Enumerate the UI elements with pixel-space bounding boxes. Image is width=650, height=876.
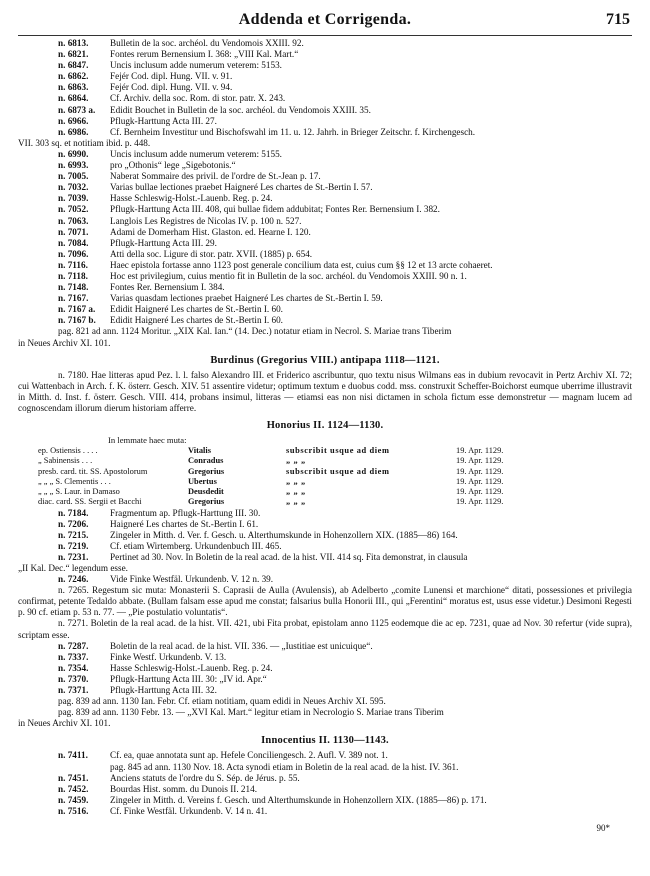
entry-number: n. 7337. [58,651,89,662]
entry-text: Varias quasdam lectiones praebet Haigneré Les chartes de St.-Bertin I. 59. [110,293,383,304]
entry [18,304,632,315]
entry-text: Haec epistola fortasse anno 1123 post generale concilium data est, cuius cum §§ 12 et 13 arcte cohaeret. [110,259,493,270]
entry-number: n. 7459. [58,794,89,805]
mutation-cell: Ubertus [188,476,217,486]
entry-number: n. 7411. [58,750,88,761]
mutation-cell: „ „ „ [286,487,306,497]
entry-number: n. 6966. [58,115,89,126]
entry [18,216,632,227]
entry-number: n. 7167 a. [58,304,96,315]
entry-text: Hoc est privilegium, cuius mentio fit in Bulletin de la soc. archéol. du Vendomois XXIII. 90 n. 1. [110,270,467,281]
entry-text: Cf. Bernheim Investitur und Bischofswahl im 11. u. 12. Jahrh. in Brieger Zeitschr. f. Kirchengesch. [110,126,476,137]
entry [18,685,632,696]
entry-text: Fontes rerum Bernensium I. 368: „VIII Kal. Mart.“ [110,49,299,60]
entry [18,806,632,817]
entry [18,249,632,260]
mutation-cell: „ „ „ [286,456,306,466]
continuation-line: in Neues Archiv XI. 101. [18,337,111,348]
entry-number: n. 6847. [58,60,89,71]
entry-number: n. 6821. [58,49,89,60]
entry-text: Pflugk-Harttung Acta III. 27. [110,115,217,126]
entry-text: Fejér Cod. dipl. Hung. VII. v. 94. [110,82,233,93]
entry-text: Pflugk-Harttung Acta III. 29. [110,237,217,248]
entry [18,38,632,49]
entry-number: n. 7039. [58,193,89,204]
entry-text: Fontes Rer. Bernensium I. 384. [110,282,225,293]
paragraph-7271: n. 7271. Boletin de la real acad. de la hist. VII. 421, ubi Fita probat, epistolam anno 1125 eodemque die ac ep. 7231, quae ad Nov. 30 refertur (vide supra), scriptam esse. [18,618,632,640]
entry-number: n. 6873 a. [58,104,96,115]
section-heading-burdinus: Burdinus (Gregorius VIII.) antipapa 1118—1121. [210,354,440,366]
entry-number: n. 7148. [58,282,89,293]
entry [18,641,632,652]
mutation-cell: 19. Apr. 1129. [456,466,504,476]
page-note: pag. 839 ad ann. 1130 Ian. Febr. Cf. etiam notitiam, quam edidi in Neues Archiv XI. 595. [58,696,386,707]
entry-text: Cf. ea, quae annotata sunt ap. Hefele Conciliengesch. 2. Aufl. V. 389 not. 1. [110,750,388,761]
entry-number: n. 7118. [58,270,88,281]
entry-text: Bourdas Hist. somm. du Dunois II. 214. [110,783,257,794]
entry-number: n. 7371. [58,685,89,695]
entry-text: Cf. Finke Westfäl. Urkundenb. V. 14 n. 41. [110,805,268,816]
entry-number: n. 7184. [58,507,89,518]
entry-text: Edidit Haigneré Les chartes de St.-Bertin I. 60. [110,315,283,326]
entry-number: n. 7005. [58,171,89,182]
entry-text: Edidit Haigneré Les chartes de St.-Bertin I. 60. [110,304,283,315]
page-number: 715 [606,11,630,28]
entry [18,227,632,238]
header-rule [18,35,632,36]
entry-text: Uncis inclusum adde numerum veterem: 5153. [110,60,282,71]
mutation-cell: „ „ „ S. Clementis . . . [38,476,111,486]
section-heading-honorius: Honorius II. 1124—1130. [266,420,384,432]
continuation-line: VII. 303 sq. et notitiam ibid. p. 448. [18,137,151,148]
mutation-cell: ep. Ostiensis . . . . [38,446,98,456]
paragraph-7265: n. 7265. Regestum sic muta: Monasterii S. Caprasii de Aulla (Avulensis), ab Adelberto „comite Lunensi et marchione“ ditati, possessiones et privilegia confirmat, petente Tedaldo abbate. (Bullam falsam esse apud me constat; falsarius bulla Honorii III., qui „Ferentini“ moratus est, usus esse videtur.) Desimoni Regesti p. 90 cf. etiam p. 53 n. 77. — „Pie postulatio voluntatis“. [18,585,632,618]
mutation-cell: Vitalis [188,446,211,456]
continuation-line: in Neues Archiv XI. 101. [18,718,111,729]
mutation-cell: 19. Apr. 1129. [456,476,504,486]
mutation-cell: „ Sabinensis . . . [38,456,93,466]
entry [18,293,632,304]
entry-text: Naberat Sommaire des privil. de l'ordre de St.-Jean p. 17. [110,171,321,182]
entry-text: Pertinet ad 30. Nov. In Boletin de la real acad. de la hist. VII. 414 sq. Fita demonstrat, in clausula [110,551,468,562]
entry-number: n. 6990. [58,148,89,159]
entry-number: n. 7231. [58,551,89,562]
entry [18,271,632,282]
entry-text: Anciens statuts de l'ordre du S. Sép. de Jérus. p. 55. [110,772,300,783]
entry-list-honorius-3 [18,641,632,696]
entry-number: n. 7516. [58,805,89,816]
entry [18,182,632,193]
entry-number: n. 7052. [58,204,89,215]
entry-text: Fragmentum ap. Pflugk-Harttung III. 30. [110,507,261,518]
entry [18,541,632,552]
entry [18,784,632,795]
text-body [18,38,632,868]
entry [18,519,632,530]
entry [18,204,632,215]
entry-text: Cf. Archiv. della soc. Rom. di stor. patr. X. 243. [110,93,286,104]
entry-text: Edidit Bouchet in Bulletin de la soc. archéol. du Vendomois XXIII. 35. [110,104,371,115]
entry [18,773,632,784]
entry-text: Cf. etiam Wirtemberg. Urkundenbuch III. 465. [110,540,282,551]
entry-number: n. 7167 b. [58,315,96,326]
entry-text: Atti della soc. Ligure di stor. patr. XVII. (1885) p. 654. [110,248,313,259]
entry-list-honorius-2 [18,574,632,585]
entry-text: pro „Othonis“ lege „Sigebotonis.“ [110,160,236,171]
section-heading-innocentius: Innocentius II. 1130—1143. [261,735,389,747]
page-title: Addenda et Corrigenda. [238,11,412,28]
entry [18,105,632,116]
entry [18,508,632,519]
entry [18,82,632,93]
mutation-cell: subscribit usque ad diem [286,446,390,456]
entry [18,260,632,271]
entry-number: n. 7246. [58,574,89,585]
entry [18,149,632,160]
mutation-cell: Gregorius [188,497,225,507]
entry-text: Pflugk-Harttung Acta III. 30: „IV id. Apr.“ [110,673,267,684]
entry [18,93,632,104]
mutation-cell: „ „ „ [286,497,306,507]
entry-text: Pflugk-Harttung Acta III. 32. [110,685,217,695]
entry-text: Fejér Cod. dipl. Hung. VII. v. 91. [110,71,233,82]
entry-text: Bulletin de la soc. archéol. du Vendomois XXIII. 92. [110,38,304,48]
entry-number: n. 7063. [58,215,89,226]
mutation-cell: diac. card. SS. Sergii et Bacchi [38,497,142,507]
entry-number: n. 7206. [58,518,89,529]
mutation-cell: 19. Apr. 1129. [456,487,504,497]
entry [18,315,632,326]
entry-number: n. 7354. [58,662,89,673]
mutation-cell: Conradus [188,456,224,466]
page-header [18,9,632,33]
entry [18,530,632,541]
entry-list-honorius-1 [18,508,632,563]
entry-number: n. 7032. [58,182,89,193]
entry [18,171,632,182]
entry-text: Vide Finke Westfäl. Urkundenb. V. 12 n. 39. [110,574,274,585]
mutation-cell: „ „ „ [286,476,306,486]
entry [18,762,632,773]
entry-number: n. 7071. [58,226,89,237]
entry-number: n. 7084. [58,237,89,248]
entry-text: Zingeler in Mitth. d. Ver. f. Gesch. u. Alterthumskunde in Hohenzollern XIX. (1885—86) 164. [110,529,458,540]
entry-list-innocentius [18,750,632,817]
entry [18,160,632,171]
entry-number: n. 6986. [58,126,89,137]
entry [18,127,632,138]
entry-list-a [18,38,632,138]
entry-number: n. 6813. [58,38,89,48]
entry-number: n. 6993. [58,160,89,171]
lemma-intro: In lemmate haec muta: [108,435,187,446]
mutation-table [18,446,632,507]
mutation-cell: 19. Apr. 1129. [456,456,504,466]
entry [18,282,632,293]
entry [18,674,632,685]
entry-number: n. 7215. [58,529,89,540]
entry [18,750,632,761]
page-note: pag. 821 ad ann. 1124 Moritur. „XIX Kal. Ian.“ (14. Dec.) notatur etiam in Necrol. S. Mariae trans Tiberim [58,326,452,337]
entry-text: Hasse Schleswig-Holst.-Lauenb. Reg. p. 24. [110,193,273,204]
continuation-line: „II Kal. Dec.“ legendum esse. [18,562,128,573]
entry-text: Varias bullae lectiones praebet Haigneré Les chartes de St.-Bertin I. 57. [110,182,373,193]
entry-number: n. 7451. [58,772,89,783]
entry [18,663,632,674]
entry-number: n. 7219. [58,540,89,551]
mutation-cell: „ „ „ S. Laur. in Damaso [38,487,120,497]
entry-text: Langlois Les Registres de Nicolas IV. p. 100 n. 527. [110,215,302,226]
entry-text: Haigneré Les chartes de St.-Bertin I. 61. [110,518,259,529]
entry-text: Adami de Domerham Hist. Glaston. ed. Hearne I. 120. [110,226,311,237]
entry [18,795,632,806]
mutation-cell: subscribit usque ad diem [286,466,390,476]
paragraph-7180: n. 7180. Hae litteras apud Pez. l. l. falso Alexandro III. et Friderico ascribuntur, quo textu nisus Wilmans eas in dubium revocavit in Pertz Archiv XI. 72; cui Wattenbach in Arch. f. K. österr. Gesch. XIV. 51 assentire videtur; optimum textum e duobus codd. mss. construxit Scheffer-Boichorst eumque uberrime illustravit in Mitth. d. Inst. f. österr. Gesch. VIII. 414, probans insimul, litteras — etiamsi eas non nisi dictamen in schola fictum esse demonstretur — magnam lucem ad cognoscendam illorum dierum historiam afferre. [18,369,632,413]
entry-number: n. 7116. [58,259,88,270]
entry-number: n. 6864. [58,93,89,104]
entry [18,49,632,60]
signature-mark: 90* [596,823,610,834]
entry-text: Hasse Schleswig-Holst.-Lauenb. Reg. p. 24. [110,662,273,673]
entry-number: n. 7167. [58,293,89,304]
entry-number: n. 6862. [58,71,89,82]
entry-text: pag. 845 ad ann. 1130 Nov. 18. Acta synodi etiam in Boletin de la real acad. de la hist. IV. 361. [110,761,459,772]
entry [18,71,632,82]
page-note: pag. 839 ad ann. 1130 Febr. 13. — „XVI Kal. Mart.“ legitur etiam in Necrologio S. Mariae trans Tiberim [58,707,444,718]
entry-number: n. 7096. [58,248,89,259]
entry [18,116,632,127]
mutation-cell: 19. Apr. 1129. [456,446,504,456]
entry-text: Finke Westf. Urkundenb. V. 13. [110,651,227,662]
entry-text: Zingeler in Mitth. d. Vereins f. Gesch. und Alterthumskunde in Hohenzollern XIX. (1885—86) p. 171. [110,794,487,805]
entry-number [58,762,110,773]
entry-list-b [18,149,632,327]
entry-number: n. 7370. [58,673,89,684]
entry [18,193,632,204]
entry-text: Boletin de la real acad. de la hist. VII. 336. — „Iustitiae est unicuique“. [110,640,373,651]
mutation-cell: Deusdedit [188,487,224,497]
entry [18,552,632,563]
entry-text: Pflugk-Harttung Acta III. 408, qui bullae fidem addubitat; Fontes Rer. Bernensium I. 382. [110,204,440,215]
entry-number: n. 6863. [58,82,89,93]
mutation-cell: presb. card. tit. SS. Apostolorum [38,466,148,476]
entry-number: n. 7452. [58,783,89,794]
entry [18,652,632,663]
entry [18,238,632,249]
entry-number: n. 7287. [58,640,89,651]
entry [18,60,632,71]
mutation-cell: 19. Apr. 1129. [456,497,504,507]
mutation-cell: Gregorius [188,466,225,476]
entry-text: Uncis inclusum adde numerum veterem: 5155. [110,148,282,159]
entry [18,574,632,585]
